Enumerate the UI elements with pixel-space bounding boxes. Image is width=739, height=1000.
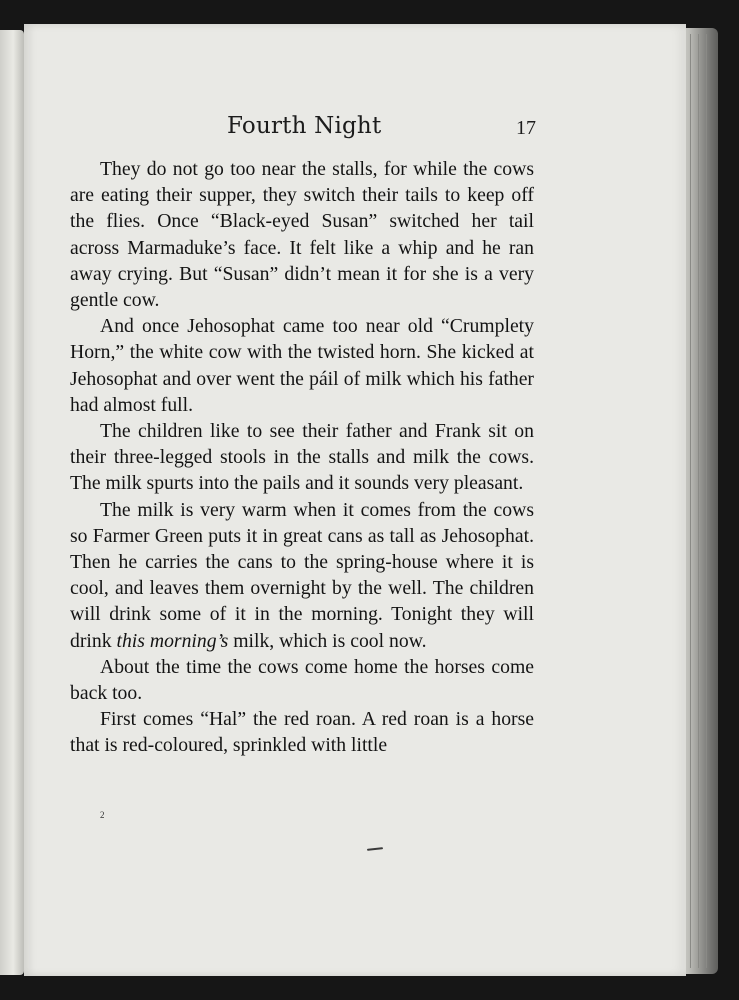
running-head xyxy=(0,112,739,142)
italic-phrase: this morning’s xyxy=(116,629,229,652)
paragraph: The children like to see their father and Frank sit on their three-legged stools in the stalls and milk the cows. The milk spurts into the pails and it sounds very pleasant. xyxy=(70,420,534,495)
paragraph: They do not go too near the stalls, for while the cows are eating their supper, they switch their tails to keep off the flies. Once “Black-eyed Susan” switched her tail across Marmaduke’s face. It felt like a whip and he ran away crying. But “Susan” didn’t mean it for she is a very gentle cow. xyxy=(70,158,534,312)
paragraph: And once Jehosophat came too near old “Crumplety Horn,” the white cow with the twisted horn. She kicked at Jehosophat and over went the páil of milk which his father had almost full. xyxy=(70,315,534,416)
left-page-edge xyxy=(0,30,24,975)
paragraph xyxy=(70,497,534,654)
paragraph-text: milk, which is cool now. xyxy=(228,629,427,652)
paragraph: First comes “Hal” the red roan. A red roan is a horse that is red-coloured, sprinkled with little xyxy=(70,708,534,757)
page-edge-line xyxy=(690,34,691,968)
page-number: 17 xyxy=(516,117,536,139)
signature-mark: 2 xyxy=(100,810,105,820)
page-edge-line xyxy=(706,34,707,968)
page-edge-line xyxy=(698,34,699,968)
paragraph: About the time the cows come home the horses come back too. xyxy=(70,655,534,705)
chapter-title: Fourth Night xyxy=(227,113,382,139)
body-text xyxy=(70,156,534,759)
paragraph-text: The milk is very warm when it comes from the cows so Farmer Green puts it in great cans as tall as Jehosophat. Then he carries the cans to the spring-house where it is cool, and leaves them overnight by the well. The children will drink some of it in the morning. Tonight they will drink xyxy=(70,498,534,652)
